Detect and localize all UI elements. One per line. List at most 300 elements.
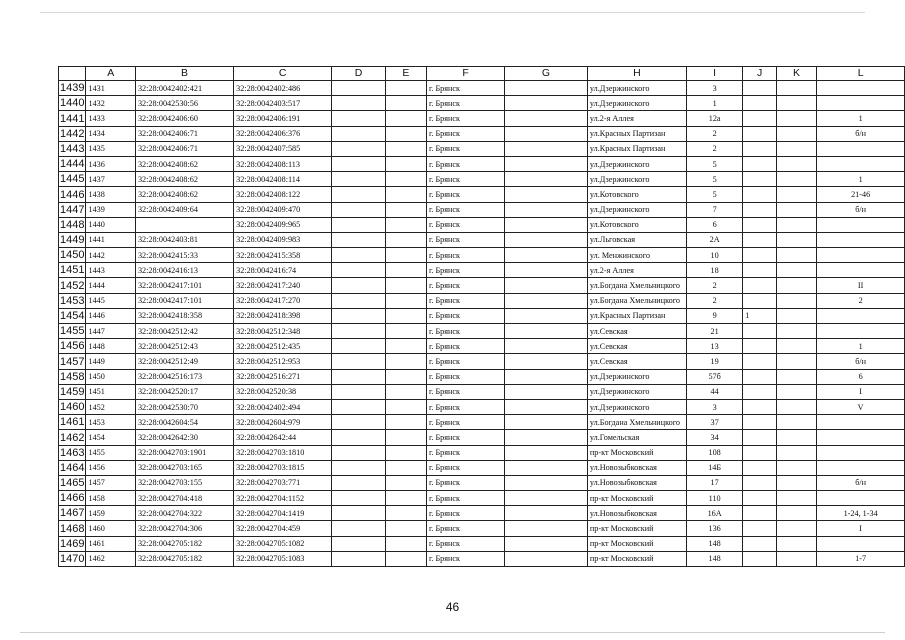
cell-d: [332, 339, 385, 354]
cell-i: 34: [686, 430, 742, 445]
table-row: [59, 445, 905, 460]
cell-b: 32:28:0042417:101: [135, 278, 233, 293]
cell-i: 7: [686, 202, 742, 217]
cell-c: 32:28:0042402:486: [234, 81, 332, 96]
cell-i: 148: [686, 536, 742, 551]
row-number: 1461: [60, 416, 85, 429]
cell-l: [817, 445, 905, 460]
cell-f: г. Брянск: [426, 293, 504, 308]
cell-d: [332, 475, 385, 490]
cell-b: 32:28:0042512:49: [135, 354, 233, 369]
cell-l: 1-7: [817, 551, 905, 566]
cell-g: [505, 278, 588, 293]
cell-a: 1461: [86, 536, 135, 551]
cell-d: [332, 506, 385, 521]
cell-d: [332, 460, 385, 475]
cell-a: 1435: [86, 141, 135, 156]
cell-l: [817, 141, 905, 156]
cell-f: г. Брянск: [426, 339, 504, 354]
table-row: [59, 506, 905, 521]
cell-j: [743, 536, 777, 551]
cell-c: 32:28:0042704:459: [234, 521, 332, 536]
cell-i: 37: [686, 415, 742, 430]
cell-l: I: [817, 521, 905, 536]
cell-c: 32:28:0042409:470: [234, 202, 332, 217]
cell-k: [776, 475, 816, 490]
cell-i: 5: [686, 172, 742, 187]
cell-f: г. Брянск: [426, 141, 504, 156]
table-row: [59, 263, 905, 278]
cell-f: г. Брянск: [426, 263, 504, 278]
cell-b: 32:28:0042703:165: [135, 460, 233, 475]
cell-a: 1451: [86, 384, 135, 399]
cell-e: [385, 521, 426, 536]
cell-c: 32:28:0042520:38: [234, 384, 332, 399]
cell-k: [776, 308, 816, 323]
table-row: [59, 354, 905, 369]
cell-h: ул.Севская: [587, 354, 686, 369]
cell-g: [505, 293, 588, 308]
cell-l: [817, 460, 905, 475]
cell-k: [776, 430, 816, 445]
cell-j: 1: [743, 308, 777, 323]
cell-h: ул.Новозыбковская: [587, 506, 686, 521]
cell-e: [385, 263, 426, 278]
cell-l: I: [817, 384, 905, 399]
cell-a: 1455: [86, 445, 135, 460]
cell-j: [743, 551, 777, 566]
cell-l: [817, 156, 905, 171]
row-number: 1465: [60, 477, 85, 490]
cell-e: [385, 81, 426, 96]
cell-g: [505, 415, 588, 430]
cell-d: [332, 308, 385, 323]
cell-g: [505, 217, 588, 232]
cell-l: [817, 430, 905, 445]
cell-c: 32:28:0042704:1152: [234, 491, 332, 506]
cell-g: [505, 81, 588, 96]
cell-b: 32:28:0042418:358: [135, 308, 233, 323]
cell-h: ул.Дзержинского: [587, 399, 686, 414]
cell-k: [776, 445, 816, 460]
cell-d: [332, 278, 385, 293]
cell-d: [332, 384, 385, 399]
cell-l: [817, 81, 905, 96]
cell-f: г. Брянск: [426, 369, 504, 384]
row-number: 1448: [60, 218, 85, 231]
cell-h: ул.Дзержинского: [587, 96, 686, 111]
cell-l: б/н: [817, 354, 905, 369]
table-row: [59, 308, 905, 323]
cell-l: [817, 96, 905, 111]
row-number: 1441: [60, 112, 85, 125]
cell-k: [776, 172, 816, 187]
cell-a: 1436: [86, 156, 135, 171]
cell-d: [332, 126, 385, 141]
cell-i: 2: [686, 278, 742, 293]
cell-d: [332, 111, 385, 126]
cell-f: г. Брянск: [426, 96, 504, 111]
cell-h: ул.Красных Партизан: [587, 126, 686, 141]
cell-g: [505, 187, 588, 202]
cell-c: 32:28:0042512:953: [234, 354, 332, 369]
cell-f: г. Брянск: [426, 81, 504, 96]
cell-b: 32:28:0042416:13: [135, 263, 233, 278]
row-number: 1449: [60, 234, 85, 247]
cell-e: [385, 460, 426, 475]
cell-k: [776, 324, 816, 339]
cell-c: 32:28:0042418:398: [234, 308, 332, 323]
cell-h: ул.Новозыбковская: [587, 475, 686, 490]
cell-c: 32:28:0042403:517: [234, 96, 332, 111]
cell-k: [776, 506, 816, 521]
cell-a: 1443: [86, 263, 135, 278]
spreadsheet-table: [58, 66, 905, 567]
cell-b: 32:28:0042704:418: [135, 491, 233, 506]
table-row: [59, 278, 905, 293]
table-row: [59, 96, 905, 111]
cell-k: [776, 369, 816, 384]
cell-b: 32:28:0042406:60: [135, 111, 233, 126]
cell-j: [743, 126, 777, 141]
cell-b: 32:28:0042512:42: [135, 324, 233, 339]
cell-i: 2: [686, 293, 742, 308]
cell-d: [332, 369, 385, 384]
row-number: 1450: [60, 249, 85, 262]
cell-g: [505, 521, 588, 536]
cell-h: ул.Дзержинского: [587, 156, 686, 171]
cell-j: [743, 293, 777, 308]
column-header-h: H: [587, 67, 686, 81]
cell-a: 1446: [86, 308, 135, 323]
cell-c: 32:28:0042703:1810: [234, 445, 332, 460]
cell-e: [385, 248, 426, 263]
cell-l: 1: [817, 111, 905, 126]
cell-d: [332, 491, 385, 506]
cell-c: 32:28:0042408:113: [234, 156, 332, 171]
cell-d: [332, 248, 385, 263]
table-row: [59, 248, 905, 263]
cell-g: [505, 111, 588, 126]
column-header-f: F: [426, 67, 504, 81]
cell-f: г. Брянск: [426, 172, 504, 187]
cell-i: 57б: [686, 369, 742, 384]
cell-c: 32:28:0042512:348: [234, 324, 332, 339]
cell-g: [505, 460, 588, 475]
cell-l: 2: [817, 293, 905, 308]
table-row: [59, 293, 905, 308]
cell-e: [385, 96, 426, 111]
cell-k: [776, 293, 816, 308]
cell-i: 2: [686, 126, 742, 141]
cell-h: ул.Богдана Хмельницкого: [587, 415, 686, 430]
row-number: 1469: [60, 537, 85, 550]
cell-d: [332, 81, 385, 96]
cell-h: ул.Дзержинского: [587, 384, 686, 399]
cell-d: [332, 263, 385, 278]
cell-g: [505, 202, 588, 217]
cell-e: [385, 111, 426, 126]
cell-b: [135, 217, 233, 232]
cell-e: [385, 217, 426, 232]
cell-i: 17: [686, 475, 742, 490]
cell-k: [776, 217, 816, 232]
table-row: [59, 536, 905, 551]
cell-f: г. Брянск: [426, 202, 504, 217]
cell-d: [332, 430, 385, 445]
cell-f: г. Брянск: [426, 506, 504, 521]
row-number: 1454: [60, 310, 85, 322]
cell-e: [385, 491, 426, 506]
cell-c: 32:28:0042516:271: [234, 369, 332, 384]
cell-j: [743, 430, 777, 445]
table-row: [59, 460, 905, 475]
cell-h: ул.Гомельская: [587, 430, 686, 445]
cell-k: [776, 248, 816, 263]
cell-b: 32:28:0042409:64: [135, 202, 233, 217]
table-row: [59, 232, 905, 247]
cell-e: [385, 172, 426, 187]
cell-h: ул.Котовского: [587, 187, 686, 202]
cell-l: [817, 232, 905, 247]
cell-h: ул.2-я Аллея: [587, 111, 686, 126]
scan-edge-top: [40, 12, 865, 13]
cell-h: ул. Менжинского: [587, 248, 686, 263]
table-row: [59, 172, 905, 187]
column-header-k: K: [776, 67, 816, 81]
cell-g: [505, 491, 588, 506]
table-row: [59, 111, 905, 126]
cell-k: [776, 536, 816, 551]
row-number: 1445: [60, 173, 85, 186]
row-number: 1447: [60, 203, 85, 216]
cell-c: 32:28:0042604:979: [234, 415, 332, 430]
row-number: 1458: [60, 370, 85, 383]
cell-g: [505, 445, 588, 460]
table-row: [59, 399, 905, 414]
cell-k: [776, 460, 816, 475]
cell-g: [505, 308, 588, 323]
cell-j: [743, 217, 777, 232]
cell-f: г. Брянск: [426, 278, 504, 293]
cell-a: 1431: [86, 81, 135, 96]
cell-c: 32:28:0042415:358: [234, 248, 332, 263]
table-body: [59, 81, 905, 567]
cell-i: 12а: [686, 111, 742, 126]
cell-a: 1444: [86, 278, 135, 293]
cell-k: [776, 354, 816, 369]
cell-d: [332, 202, 385, 217]
cell-d: [332, 324, 385, 339]
cell-g: [505, 369, 588, 384]
cell-f: г. Брянск: [426, 491, 504, 506]
cell-a: 1458: [86, 491, 135, 506]
cell-b: 32:28:0042512:43: [135, 339, 233, 354]
cell-l: V: [817, 399, 905, 414]
cell-e: [385, 551, 426, 566]
row-number: 1452: [60, 279, 85, 292]
page-number: 46: [445, 600, 460, 614]
cell-a: 1453: [86, 415, 135, 430]
cell-a: 1460: [86, 521, 135, 536]
column-header-a: A: [86, 67, 135, 81]
cell-i: 108: [686, 445, 742, 460]
cell-c: 32:28:0042408:122: [234, 187, 332, 202]
cell-b: 32:28:0042520:17: [135, 384, 233, 399]
cell-g: [505, 384, 588, 399]
cell-l: [817, 324, 905, 339]
cell-a: 1432: [86, 96, 135, 111]
cell-a: 1438: [86, 187, 135, 202]
cell-a: 1439: [86, 202, 135, 217]
cell-c: 32:28:0042416:74: [234, 263, 332, 278]
cell-e: [385, 232, 426, 247]
cell-d: [332, 187, 385, 202]
cell-f: г. Брянск: [426, 475, 504, 490]
table-row: [59, 415, 905, 430]
cell-i: 6: [686, 217, 742, 232]
cell-b: 32:28:0042642:30: [135, 430, 233, 445]
cell-a: 1434: [86, 126, 135, 141]
cell-k: [776, 232, 816, 247]
cell-k: [776, 126, 816, 141]
cell-l: [817, 308, 905, 323]
cell-f: г. Брянск: [426, 232, 504, 247]
cell-e: [385, 384, 426, 399]
cell-h: ул.Новозыбковская: [587, 460, 686, 475]
cell-f: г. Брянск: [426, 384, 504, 399]
cell-j: [743, 111, 777, 126]
table-row: [59, 217, 905, 232]
cell-c: 32:28:0042409:983: [234, 232, 332, 247]
cell-k: [776, 278, 816, 293]
cell-c: 32:28:0042406:191: [234, 111, 332, 126]
cell-d: [332, 354, 385, 369]
cell-i: 18: [686, 263, 742, 278]
cell-d: [332, 399, 385, 414]
cell-d: [332, 293, 385, 308]
column-header-l: L: [817, 67, 905, 81]
cell-h: ул.Богдана Хмельницкого: [587, 278, 686, 293]
cell-l: [817, 263, 905, 278]
cell-d: [332, 96, 385, 111]
cell-c: 32:28:0042512:435: [234, 339, 332, 354]
cell-a: 1447: [86, 324, 135, 339]
row-number: 1457: [60, 355, 85, 368]
cell-e: [385, 324, 426, 339]
cell-h: ул.2-я Аллея: [587, 263, 686, 278]
cell-g: [505, 141, 588, 156]
cell-b: 32:28:0042408:62: [135, 156, 233, 171]
cell-h: ул.Красных Партизан: [587, 141, 686, 156]
cell-j: [743, 96, 777, 111]
cell-l: 1: [817, 339, 905, 354]
cell-d: [332, 217, 385, 232]
row-number: 1456: [60, 340, 85, 353]
cell-e: [385, 126, 426, 141]
scan-edge-bottom: [20, 632, 885, 633]
cell-h: пр-кт Московский: [587, 521, 686, 536]
cell-i: 9: [686, 308, 742, 323]
row-number: 1439: [60, 82, 85, 95]
row-number: 1453: [60, 294, 85, 307]
cell-j: [743, 399, 777, 414]
cell-e: [385, 445, 426, 460]
cell-i: 2А: [686, 232, 742, 247]
cell-j: [743, 172, 777, 187]
cell-a: 1459: [86, 506, 135, 521]
cell-h: ул.Красных Партизан: [587, 308, 686, 323]
cell-k: [776, 141, 816, 156]
cell-c: 32:28:0042417:240: [234, 278, 332, 293]
row-number: 1466: [60, 492, 85, 505]
row-number: 1446: [60, 188, 85, 201]
cell-k: [776, 96, 816, 111]
cell-k: [776, 551, 816, 566]
cell-g: [505, 96, 588, 111]
cell-f: г. Брянск: [426, 156, 504, 171]
table-row: [59, 187, 905, 202]
cell-f: г. Брянск: [426, 536, 504, 551]
cell-g: [505, 551, 588, 566]
cell-e: [385, 308, 426, 323]
cell-j: [743, 81, 777, 96]
table-row: [59, 430, 905, 445]
cell-b: 32:28:0042406:71: [135, 126, 233, 141]
cell-g: [505, 126, 588, 141]
table-row: [59, 324, 905, 339]
cell-j: [743, 324, 777, 339]
cell-b: 32:28:0042415:33: [135, 248, 233, 263]
table-row: [59, 81, 905, 96]
cell-e: [385, 187, 426, 202]
cell-f: г. Брянск: [426, 308, 504, 323]
cell-l: 1: [817, 172, 905, 187]
row-number: 1464: [60, 461, 85, 474]
cell-e: [385, 141, 426, 156]
cell-l: [817, 248, 905, 263]
cell-a: 1449: [86, 354, 135, 369]
cell-i: 21: [686, 324, 742, 339]
cell-c: 32:28:0042705:1083: [234, 551, 332, 566]
cell-b: 32:28:0042703:1901: [135, 445, 233, 460]
cell-j: [743, 248, 777, 263]
cell-k: [776, 81, 816, 96]
cell-a: 1445: [86, 293, 135, 308]
cell-c: 32:28:0042409:965: [234, 217, 332, 232]
cell-g: [505, 156, 588, 171]
cell-a: 1450: [86, 369, 135, 384]
cell-a: 1441: [86, 232, 135, 247]
cell-j: [743, 232, 777, 247]
cell-k: [776, 415, 816, 430]
cell-c: 32:28:0042704:1419: [234, 506, 332, 521]
cell-l: б/н: [817, 202, 905, 217]
cell-c: 32:28:0042406:376: [234, 126, 332, 141]
cell-b: 32:28:0042705:182: [135, 536, 233, 551]
cell-g: [505, 506, 588, 521]
cell-a: 1433: [86, 111, 135, 126]
cell-f: г. Брянск: [426, 430, 504, 445]
cell-e: [385, 293, 426, 308]
cell-a: 1442: [86, 248, 135, 263]
cell-h: ул.Севская: [587, 339, 686, 354]
cell-c: 32:28:0042402:494: [234, 399, 332, 414]
cell-f: г. Брянск: [426, 399, 504, 414]
cell-i: 5: [686, 156, 742, 171]
row-number: 1442: [60, 127, 85, 140]
cell-i: 3: [686, 81, 742, 96]
